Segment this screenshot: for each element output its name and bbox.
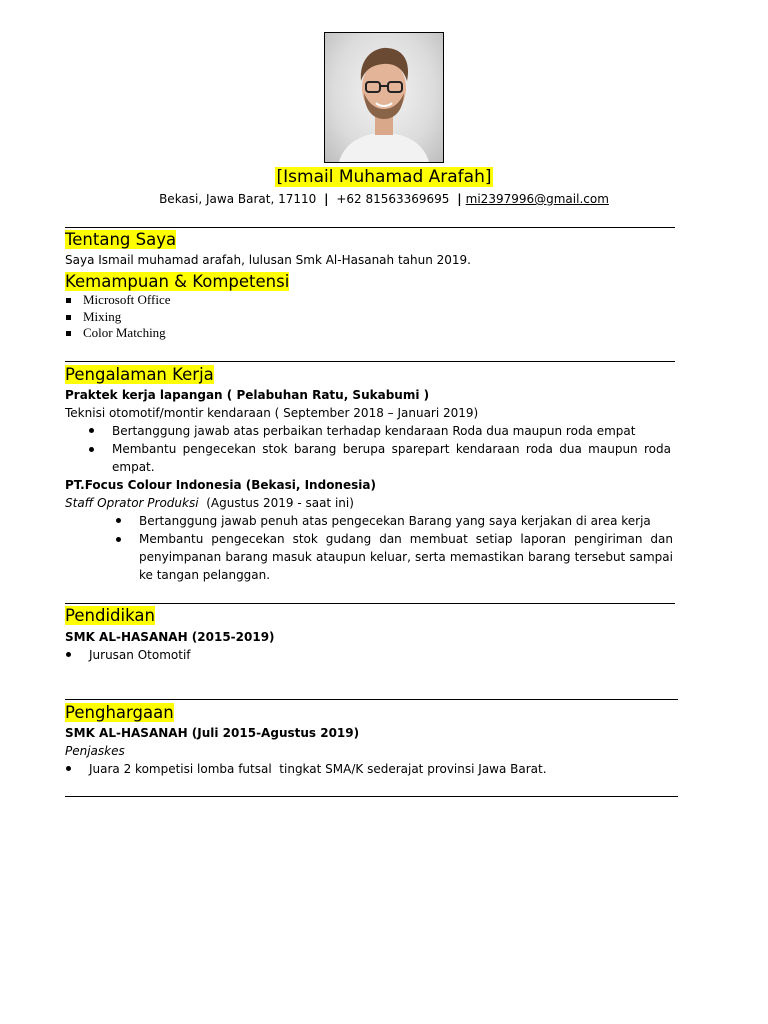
bullet-icon: [116, 518, 121, 523]
job-task: Membantu pengecekan stok barang berupa sparepart kendaraan roda dua maupun roda empat.: [112, 442, 671, 474]
section-heading-education: Pendidikan: [65, 606, 155, 625]
award-org: SMK AL-HASANAH (Juli 2015-Agustus 2019): [65, 726, 360, 740]
job-task: Membantu pengecekan stok gudang dan membuat setiap laporan pengiriman dan penyimpanan barang masuk ataupun keluar, serta memastikan barang tersebut sampai ke tangan pelanggan.: [139, 532, 673, 582]
job-task: Bertanggung jawab atas perbaikan terhadap kendaraan Roda dua maupun roda empat: [112, 424, 636, 438]
job-period: (Agustus 2019 - saat ini): [206, 496, 354, 510]
job-role: Teknisi otomotif/montir kendaraan ( September 2018 – Januari 2019): [65, 406, 479, 420]
address: Bekasi, Jawa Barat, 17110: [159, 192, 317, 206]
job-company: PT.Focus Colour Indonesia (Bekasi, Indonesia): [65, 478, 376, 492]
divider: [65, 796, 678, 797]
job-task: Bertanggung jawab penuh atas pengecekan Barang yang saya kerjakan di area kerja: [139, 514, 651, 528]
bullet-icon: [89, 447, 94, 452]
skill-item: Microsoft Office: [83, 292, 171, 307]
square-bullet-icon: [66, 331, 71, 336]
section-heading-experience: Pengalaman Kerja: [65, 365, 214, 384]
divider: [65, 227, 675, 228]
job-role: Staff Oprator Produksi: [65, 496, 199, 510]
award-category: Penjaskes: [65, 744, 125, 758]
divider: [65, 603, 675, 604]
bullet-icon: [66, 766, 71, 771]
section-heading-about: Tentang Saya: [65, 230, 177, 249]
section-heading-skills: Kemampuan & Kompetensi: [65, 272, 290, 291]
contact-line: [0, 191, 768, 207]
about-text: Saya Ismail muhamad arafah, lulusan Smk Al-Hasanah tahun 2019.: [65, 253, 471, 267]
school-name: SMK AL-HASANAH (2015-2019): [65, 630, 275, 644]
bullet-icon: [66, 652, 71, 657]
profile-photo: [324, 32, 444, 163]
award-item: Juara 2 kompetisi lomba futsal tingkat SMA/K sederajat provinsi Jawa Barat.: [89, 762, 547, 776]
divider: [65, 361, 675, 362]
email-link[interactable]: mi2397996@gmail.com: [465, 192, 609, 206]
education-item: Jurusan Otomotif: [89, 648, 191, 662]
separator: |: [457, 192, 462, 206]
skill-item: Color Matching: [83, 325, 166, 340]
separator: |: [324, 192, 329, 206]
divider: [65, 699, 678, 700]
section-heading-awards: Penghargaan: [65, 703, 174, 722]
bullet-icon: [116, 537, 121, 542]
square-bullet-icon: [66, 298, 71, 303]
job-role-line: [65, 495, 354, 511]
bullet-icon: [89, 428, 94, 433]
job-company: Praktek kerja lapangan ( Pelabuhan Ratu, Sukabumi ): [65, 388, 430, 402]
phone: +62 81563369695: [336, 192, 450, 206]
skill-item: Mixing: [83, 309, 122, 324]
candidate-name: [Ismail Muhamad Arafah]: [276, 167, 492, 187]
square-bullet-icon: [66, 315, 71, 320]
